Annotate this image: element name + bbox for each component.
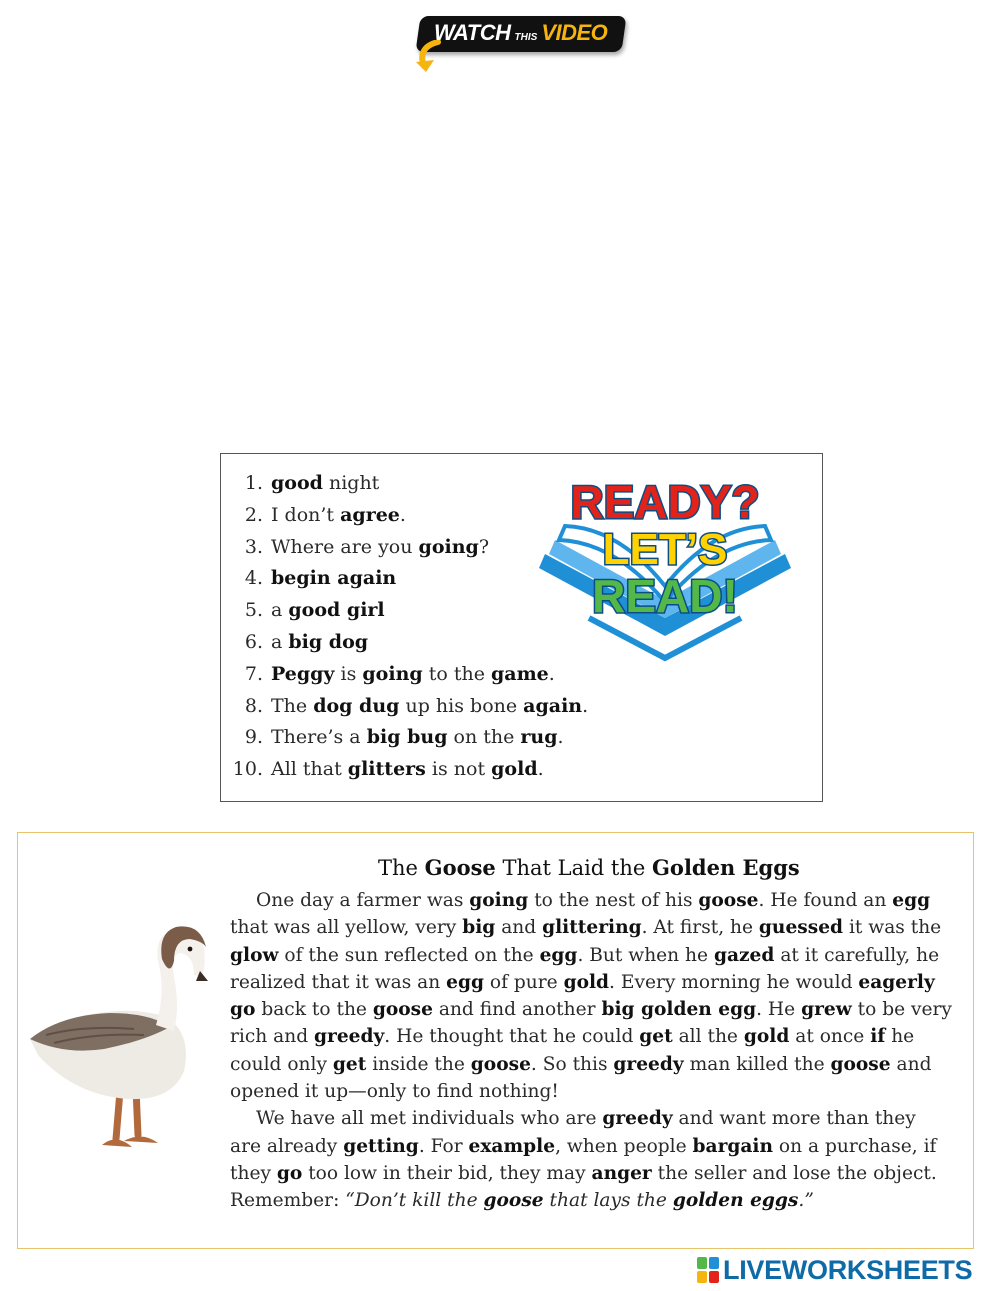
- text-fragment: The: [378, 856, 425, 880]
- highlighted-word: agree: [340, 503, 400, 526]
- text-fragment: “Don’t kill the: [345, 1190, 484, 1212]
- text-fragment: to be very rich and: [230, 999, 952, 1048]
- highlighted-word: glow: [230, 944, 279, 966]
- highlighted-word: game: [490, 662, 549, 685]
- highlighted-word: example: [468, 1135, 556, 1157]
- highlighted-word: go: [230, 999, 256, 1021]
- highlighted-word: goose: [483, 1190, 544, 1212]
- highlighted-word: goose: [470, 1053, 531, 1075]
- text-fragment: and opened it up—only to find nothing!: [230, 1053, 932, 1103]
- text-fragment: it was the: [843, 917, 942, 939]
- text-fragment: inside the: [366, 1053, 471, 1075]
- text-fragment: the seller and lose the object. Remember:: [230, 1162, 937, 1212]
- text-fragment: .”: [798, 1190, 814, 1212]
- text-fragment: that lays the: [543, 1190, 673, 1212]
- text-fragment: at it carefully, he realized that it was an: [230, 944, 940, 993]
- text-fragment: . He found an: [758, 890, 893, 911]
- highlighted-word: big: [462, 917, 496, 939]
- highlighted-word: egg: [892, 890, 931, 911]
- text-fragment: . He thought that he could: [384, 1026, 640, 1048]
- highlighted-word: bargain: [692, 1135, 774, 1157]
- text-fragment: .: [582, 694, 589, 717]
- highlighted-word: gold: [491, 758, 538, 781]
- highlighted-word: go: [276, 1162, 303, 1184]
- logo-square: [697, 1271, 707, 1283]
- highlighted-word: Peggy: [271, 662, 335, 685]
- sentence-number: 3.: [244, 535, 263, 558]
- highlighted-word: greedy: [613, 1053, 684, 1075]
- highlighted-word: going: [418, 535, 479, 558]
- highlighted-word: goose: [830, 1053, 891, 1075]
- highlighted-word: grew: [801, 999, 852, 1021]
- highlighted-word: going: [362, 662, 423, 685]
- text-fragment: One day a farmer was: [256, 890, 470, 911]
- text-fragment: The: [271, 694, 314, 717]
- highlighted-word: glitters: [347, 758, 426, 781]
- sentence-number: 2.: [244, 503, 263, 526]
- ready-word: READY?: [570, 476, 760, 528]
- text-fragment: a: [271, 599, 289, 622]
- curved-arrow-icon: [414, 40, 444, 74]
- highlighted-word: going: [469, 890, 529, 911]
- goose-image: [24, 921, 220, 1157]
- liveworksheets-logo-icon: [697, 1257, 719, 1283]
- text-fragment: . For: [418, 1135, 469, 1157]
- highlighted-word: Golden Eggs: [652, 855, 800, 880]
- story-paragraph: [230, 887, 952, 1105]
- highlighted-word: guessed: [758, 917, 844, 939]
- text-fragment: We have all met individuals who are: [256, 1108, 603, 1130]
- sentence-item: [221, 754, 588, 786]
- text-fragment: and find another: [432, 999, 602, 1021]
- text-fragment: to the nest of his: [528, 890, 699, 911]
- text-fragment: .: [557, 726, 564, 749]
- text-fragment: That Laid the: [495, 856, 652, 880]
- text-fragment: There’s a: [271, 726, 367, 749]
- story-paragraph: [230, 1105, 952, 1214]
- highlighted-word: gold: [743, 1026, 790, 1048]
- watch-video-label: [434, 20, 607, 46]
- highlighted-word: good: [271, 472, 323, 494]
- highlighted-word: gold: [563, 971, 610, 993]
- highlighted-word: egg: [539, 944, 578, 966]
- text-fragment: of pure: [484, 971, 564, 993]
- highlighted-word: get: [639, 1026, 673, 1048]
- highlighted-word: goose: [698, 890, 759, 911]
- text-fragment: is: [334, 662, 363, 685]
- text-fragment: Where are you: [271, 535, 419, 558]
- highlighted-word: Goose: [424, 855, 496, 880]
- sentence-number: 9.: [244, 726, 263, 749]
- text-fragment: ?: [478, 535, 489, 558]
- highlighted-word: greedy: [602, 1108, 673, 1130]
- watch-video-button[interactable]: [414, 14, 626, 58]
- story-box: [17, 832, 974, 1249]
- brand-text: LIVEWORKSHEETS: [723, 1254, 973, 1285]
- logo-square: [709, 1257, 719, 1269]
- story-text: [230, 887, 952, 1215]
- video-word: VIDEO: [541, 20, 608, 45]
- text-fragment: and: [495, 917, 543, 939]
- highlighted-word: egg: [446, 971, 484, 993]
- text-fragment: man killed the: [683, 1053, 831, 1075]
- story-title: [378, 855, 800, 880]
- highlighted-word: again: [523, 694, 583, 717]
- lets-word: LET’S: [602, 525, 728, 574]
- this-word: THIS: [514, 32, 538, 43]
- text-fragment: .: [548, 662, 555, 685]
- text-fragment: , when people: [555, 1135, 693, 1157]
- logo-square: [697, 1257, 707, 1269]
- text-fragment: all the: [672, 1026, 744, 1048]
- highlighted-word: get: [332, 1053, 367, 1075]
- ready-lets-read-logo: [529, 468, 801, 664]
- highlighted-word: gazed: [713, 944, 775, 966]
- highlighted-word: big bug: [366, 726, 448, 749]
- highlighted-word: if: [870, 1026, 886, 1048]
- text-fragment: . He: [756, 999, 802, 1021]
- highlighted-word: goose: [372, 999, 433, 1021]
- text-fragment: . Every morning he would: [609, 971, 859, 993]
- sentence-number: 5.: [244, 599, 263, 622]
- text-fragment: on the: [447, 726, 521, 749]
- highlighted-word: glittering: [542, 917, 642, 939]
- sentence-number: 10.: [232, 758, 263, 781]
- highlighted-word: rug: [520, 726, 558, 749]
- highlighted-word: begin again: [271, 567, 397, 590]
- sentence-number: 7.: [244, 662, 263, 685]
- text-fragment: I don’t: [271, 503, 341, 526]
- sentence-item: [221, 722, 588, 754]
- text-fragment: at once: [789, 1026, 871, 1048]
- text-fragment: that was all yellow, very: [230, 917, 463, 939]
- text-fragment: on a purchase, if they: [230, 1135, 937, 1184]
- sentence-number: 4.: [244, 567, 263, 590]
- highlighted-word: golden eggs: [672, 1190, 799, 1212]
- text-fragment: of the sun reflected on the: [278, 944, 540, 966]
- text-fragment: . At first, he: [641, 917, 759, 939]
- sentence-number: 6.: [244, 630, 263, 653]
- highlighted-word: big dog: [288, 630, 369, 653]
- text-fragment: is not: [425, 758, 492, 781]
- text-fragment: All that: [271, 758, 348, 781]
- sentence-list-box: [220, 453, 823, 802]
- text-fragment: night: [322, 472, 380, 494]
- highlighted-word: good girl: [288, 599, 385, 622]
- text-fragment: up his bone: [399, 694, 524, 717]
- highlighted-word: big golden egg: [601, 999, 757, 1021]
- text-fragment: to the: [422, 662, 491, 685]
- text-fragment: too low in their bid, they may: [302, 1162, 592, 1184]
- text-fragment: back to the: [255, 999, 373, 1021]
- text-fragment: . But when he: [577, 944, 714, 966]
- logo-square: [709, 1271, 719, 1283]
- highlighted-word: dog dug: [313, 694, 400, 717]
- sentence-item: [221, 691, 588, 723]
- sentence-number: 1.: [244, 472, 263, 494]
- text-fragment: .: [399, 503, 406, 526]
- highlighted-word: anger: [591, 1162, 652, 1184]
- read-word: READ!: [592, 570, 738, 622]
- watch-word: WATCH: [434, 20, 511, 45]
- highlighted-word: getting: [343, 1135, 419, 1157]
- text-fragment: .: [537, 758, 544, 781]
- liveworksheets-brand[interactable]: [697, 1253, 972, 1287]
- text-fragment: a: [271, 630, 289, 653]
- highlighted-word: eagerly: [858, 971, 935, 993]
- highlighted-word: greedy: [314, 1026, 385, 1048]
- text-fragment: he could only: [230, 1026, 915, 1075]
- text-fragment: . So this: [530, 1053, 614, 1075]
- text-fragment: and want more than they are already: [230, 1108, 916, 1157]
- sentence-number: 8.: [244, 694, 263, 717]
